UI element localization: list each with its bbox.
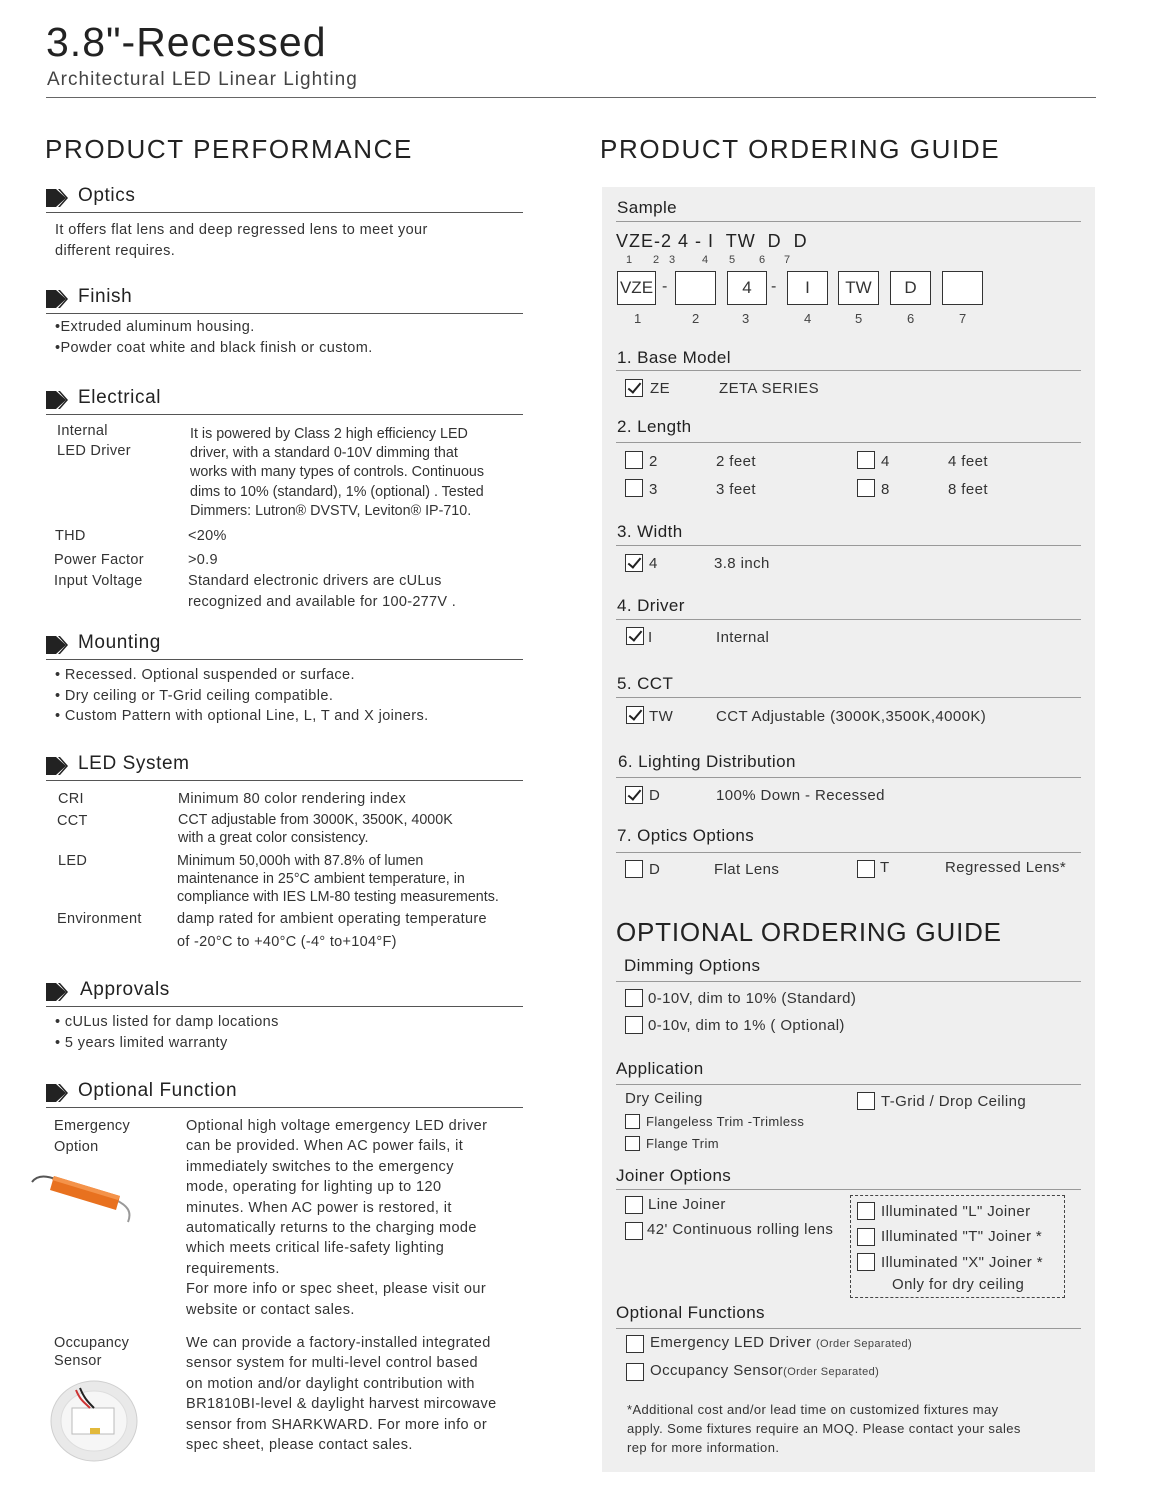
code-num: 2 bbox=[653, 254, 660, 266]
product-performance-heading: PRODUCT PERFORMANCE bbox=[45, 134, 413, 164]
document-title: 3.8"-Recessed bbox=[46, 19, 327, 65]
dry-ceiling-label: Dry Ceiling bbox=[625, 1090, 703, 1107]
emergency-driver-image bbox=[28, 1170, 138, 1228]
approvals-bullet: • 5 years limited warranty bbox=[55, 1035, 228, 1051]
box-num: 4 bbox=[804, 311, 812, 326]
emergency-line: website or contact sales. bbox=[186, 1301, 355, 1318]
flange-trim-label: Flange Trim bbox=[646, 1136, 720, 1151]
cct-line: with a great color consistency. bbox=[178, 830, 369, 846]
option-desc: 4 feet bbox=[948, 453, 988, 470]
option-code: 8 bbox=[881, 481, 890, 498]
divider bbox=[616, 697, 1081, 698]
emergency-line: mode, operating for lighting up to 120 bbox=[186, 1179, 442, 1196]
joiner-option: Illuminated "L" Joiner bbox=[881, 1203, 1031, 1220]
divider bbox=[616, 1084, 1081, 1085]
tgrid-checkbox[interactable] bbox=[857, 1092, 875, 1110]
cct-title: 5. CCT bbox=[617, 674, 674, 693]
optics-options-title: 7. Optics Options bbox=[617, 826, 755, 845]
dimming-1-checkbox[interactable] bbox=[625, 1016, 643, 1034]
led-label: LED bbox=[58, 853, 88, 869]
code-box: I bbox=[787, 271, 828, 305]
option-code: 4 bbox=[881, 453, 890, 470]
header-divider bbox=[46, 97, 1096, 98]
optics-text: It offers flat lens and deep regressed lens to meet your bbox=[55, 222, 428, 238]
input-voltage-value: recognized and available for 100-277V . bbox=[188, 594, 457, 610]
code-num: 3 bbox=[669, 254, 676, 266]
function-label: Occupancy Sensor bbox=[650, 1362, 784, 1379]
width-checkbox[interactable] bbox=[625, 554, 643, 572]
occupancy-description bbox=[186, 1333, 497, 1455]
divider bbox=[616, 777, 1081, 778]
code-num: 6 bbox=[759, 254, 766, 266]
mounting-bullet: • Custom Pattern with optional Line, L, T and X joiners. bbox=[55, 708, 429, 724]
footnote-line: apply. Some fixtures require an MOQ. Please contact your sales bbox=[627, 1421, 1021, 1437]
section-arrow-icon bbox=[46, 391, 68, 409]
section-optics bbox=[46, 183, 523, 213]
order-note: (Order Separated) bbox=[783, 1366, 880, 1378]
box-num: 1 bbox=[634, 311, 642, 326]
finish-bullet: •Powder coat white and black finish or custom. bbox=[55, 340, 373, 356]
option-desc: 8 feet bbox=[948, 481, 988, 498]
occupancy-line: spec sheet, please contact sales. bbox=[186, 1437, 413, 1454]
flangeless-label: Flangeless Trim -Trimless bbox=[646, 1114, 805, 1129]
joiner-x-checkbox[interactable] bbox=[857, 1253, 875, 1271]
option-desc: 2 feet bbox=[716, 453, 756, 470]
flange-trim-checkbox[interactable] bbox=[625, 1136, 640, 1151]
code-num: 7 bbox=[784, 254, 791, 266]
emergency-line: Optional high voltage emergency LED driver bbox=[186, 1118, 488, 1134]
sample-code: VZE-2 4 - I TW D D bbox=[616, 231, 808, 251]
length-2-checkbox[interactable] bbox=[625, 451, 643, 469]
cri-value: Minimum 80 color rendering index bbox=[178, 791, 407, 807]
driver-description bbox=[190, 425, 484, 521]
section-title: Approvals bbox=[80, 979, 170, 1000]
occupancy-sensor-checkbox[interactable] bbox=[626, 1363, 644, 1381]
driver-line: It is powered by Class 2 high efficiency LED bbox=[190, 426, 468, 442]
cct-label: CCT bbox=[57, 813, 88, 829]
section-title: Optics bbox=[78, 185, 136, 206]
divider bbox=[616, 442, 1081, 443]
cri-label: CRI bbox=[58, 791, 84, 807]
footnote-line: *Additional cost and/or lead time on customized fixtures may bbox=[627, 1402, 999, 1417]
option-code: 3 bbox=[649, 481, 658, 498]
section-arrow-icon bbox=[46, 757, 68, 775]
code-separator: - bbox=[662, 278, 668, 295]
emergency-description bbox=[186, 1116, 487, 1320]
code-box: 4 bbox=[727, 271, 767, 305]
joiner-note: Only for dry ceiling bbox=[892, 1276, 1025, 1293]
option-code: D bbox=[649, 787, 661, 804]
section-arrow-icon bbox=[46, 189, 68, 207]
cct-value bbox=[178, 811, 453, 847]
joiner-l-checkbox[interactable] bbox=[857, 1202, 875, 1220]
driver-line: dims to 10% (standard), 1% (optional) . Tested bbox=[190, 483, 484, 500]
driver-line: works with many types of controls. Continuous bbox=[190, 464, 485, 481]
box-num: 7 bbox=[959, 311, 967, 326]
optional-functions-title: Optional Functions bbox=[616, 1303, 765, 1322]
thd-label: THD bbox=[55, 528, 86, 544]
divider bbox=[616, 370, 1081, 371]
regressed-lens-checkbox[interactable] bbox=[857, 860, 875, 878]
optional-ordering-heading: OPTIONAL ORDERING GUIDE bbox=[616, 917, 1002, 947]
footnote-line: rep for more information. bbox=[627, 1440, 780, 1456]
code-box: VZE bbox=[617, 271, 656, 305]
document-subtitle: Architectural LED Linear Lighting bbox=[47, 69, 358, 90]
option-code: 4 bbox=[649, 555, 658, 572]
code-box: D bbox=[890, 271, 931, 305]
code-num: 1 bbox=[626, 254, 633, 266]
section-arrow-icon bbox=[46, 983, 68, 1001]
occupancy-label: Sensor bbox=[54, 1353, 102, 1369]
footnote bbox=[627, 1400, 1021, 1458]
option-code: TW bbox=[649, 708, 674, 725]
section-arrow-icon bbox=[46, 1084, 68, 1102]
driver-title: 4. Driver bbox=[617, 596, 685, 615]
code-num: 4 bbox=[702, 254, 709, 266]
power-factor-value: >0.9 bbox=[188, 552, 218, 568]
driver-label: Internal bbox=[57, 423, 108, 439]
rolling-lens-checkbox[interactable] bbox=[625, 1222, 643, 1240]
base-model-title: 1. Base Model bbox=[617, 348, 731, 367]
input-voltage-value: Standard electronic drivers are cULus bbox=[188, 573, 442, 589]
option-code: D bbox=[649, 861, 661, 878]
emergency-label: Option bbox=[54, 1139, 99, 1155]
power-factor-label: Power Factor bbox=[54, 552, 144, 568]
driver-checkbox[interactable] bbox=[626, 627, 644, 645]
occupancy-line: sensor system for multi-level control based bbox=[186, 1355, 478, 1372]
code-box bbox=[942, 271, 983, 305]
line-joiner-checkbox[interactable] bbox=[625, 1196, 643, 1214]
finish-bullet: •Extruded aluminum housing. bbox=[55, 319, 255, 335]
option-desc: 3.8 inch bbox=[714, 555, 770, 572]
section-led-system bbox=[46, 751, 523, 781]
emergency-line: For more info or spec sheet, please visit our bbox=[186, 1281, 487, 1298]
mounting-bullet: • Dry ceiling or T-Grid ceiling compatible. bbox=[55, 688, 334, 704]
divider bbox=[616, 619, 1081, 620]
emergency-line: immediately switches to the emergency bbox=[186, 1158, 454, 1175]
option-code: T bbox=[880, 859, 890, 876]
dimming-title: Dimming Options bbox=[624, 956, 761, 975]
section-arrow-icon bbox=[46, 636, 68, 654]
option-desc: CCT Adjustable (3000K,3500K,4000K) bbox=[716, 708, 987, 725]
emergency-line: minutes. When AC power is restored, it bbox=[186, 1199, 452, 1216]
joiner-option: Illuminated "X" Joiner * bbox=[881, 1254, 1043, 1271]
length-3-checkbox[interactable] bbox=[625, 479, 643, 497]
dimming-option: 0-10V, dim to 10% (Standard) bbox=[648, 990, 857, 1007]
section-title: Optional Function bbox=[78, 1080, 238, 1101]
driver-label: LED Driver bbox=[57, 443, 131, 459]
emergency-line: can be provided. When AC power fails, it bbox=[186, 1138, 464, 1155]
divider bbox=[616, 852, 1081, 853]
code-box: TW bbox=[838, 271, 879, 305]
section-title: LED System bbox=[78, 753, 190, 774]
divider bbox=[616, 1189, 1081, 1190]
section-title: Mounting bbox=[78, 632, 161, 653]
dimming-10-checkbox[interactable] bbox=[625, 989, 643, 1007]
emergency-line: requirements. bbox=[186, 1260, 280, 1277]
environment-value: of -20°C to +40°C (-4° to+104°F) bbox=[177, 934, 397, 950]
section-approvals bbox=[46, 977, 523, 1007]
section-mounting bbox=[46, 630, 523, 660]
distribution-title: 6. Lighting Distribution bbox=[618, 752, 796, 771]
led-line: compliance with IES LM-80 testing measurements. bbox=[177, 889, 499, 905]
width-title: 3. Width bbox=[617, 522, 683, 541]
function-option bbox=[650, 1334, 912, 1351]
option-code: ZE bbox=[650, 380, 670, 397]
driver-line: driver, with a standard 0-10V dimming that bbox=[190, 445, 458, 462]
environment-value: damp rated for ambient operating temperature bbox=[177, 911, 487, 927]
approvals-bullet: • cULus listed for damp locations bbox=[55, 1014, 279, 1030]
length-4-checkbox[interactable] bbox=[857, 451, 875, 469]
function-label: Emergency LED Driver bbox=[650, 1334, 812, 1351]
option-desc: ZETA SERIES bbox=[719, 380, 819, 397]
option-desc: Regressed Lens* bbox=[945, 859, 1067, 876]
application-title: Application bbox=[616, 1059, 704, 1078]
emergency-line: which meets critical life-safety lighting bbox=[186, 1240, 445, 1257]
tgrid-label: T-Grid / Drop Ceiling bbox=[881, 1093, 1027, 1110]
dimming-option: 0-10v, dim to 1% ( Optional) bbox=[648, 1017, 845, 1034]
box-num: 3 bbox=[742, 311, 750, 326]
divider bbox=[616, 1328, 1081, 1329]
cct-line: CCT adjustable from 3000K, 3500K, 4000K bbox=[178, 812, 453, 828]
joiner-t-checkbox[interactable] bbox=[857, 1228, 875, 1246]
mounting-bullet: • Recessed. Optional suspended or surface. bbox=[55, 667, 355, 683]
option-desc: 100% Down - Recessed bbox=[716, 787, 885, 804]
code-separator: - bbox=[771, 278, 777, 295]
occupancy-line: sensor from SHARKWARD. For more info or bbox=[186, 1416, 488, 1433]
optics-text: different requires. bbox=[55, 243, 176, 259]
thd-value: <20% bbox=[188, 528, 227, 544]
led-line: maintenance in 25°C ambient temperature, in bbox=[177, 871, 465, 887]
environment-label: Environment bbox=[57, 911, 142, 927]
section-title: Finish bbox=[78, 286, 133, 307]
function-option bbox=[650, 1362, 879, 1379]
emergency-label: Emergency bbox=[54, 1118, 131, 1134]
option-desc: Flat Lens bbox=[714, 861, 780, 878]
cct-checkbox[interactable] bbox=[626, 706, 644, 724]
joiner-title: Joiner Options bbox=[616, 1166, 732, 1185]
flangeless-checkbox[interactable] bbox=[625, 1114, 640, 1129]
code-num: 5 bbox=[729, 254, 736, 266]
led-line: Minimum 50,000h with 87.8% of lumen bbox=[177, 853, 424, 869]
emergency-line: automatically returns to the charging mode bbox=[186, 1220, 477, 1237]
occupancy-line: We can provide a factory-installed integrated bbox=[186, 1335, 491, 1351]
input-voltage-label: Input Voltage bbox=[54, 573, 143, 589]
flat-lens-checkbox[interactable] bbox=[625, 860, 643, 878]
order-note: (Order Separated) bbox=[815, 1338, 913, 1350]
product-ordering-heading: PRODUCT ORDERING GUIDE bbox=[600, 134, 1001, 164]
joiner-option: Illuminated "T" Joiner * bbox=[881, 1228, 1043, 1245]
driver-line: Dimmers: Lutron® DVSTV, Leviton® IP-710. bbox=[190, 502, 472, 519]
section-finish bbox=[46, 284, 523, 314]
occupancy-sensor-image bbox=[50, 1380, 140, 1462]
section-arrow-icon bbox=[46, 290, 68, 308]
option-desc: 3 feet bbox=[716, 481, 756, 498]
code-box bbox=[675, 271, 716, 305]
section-electrical bbox=[46, 385, 523, 415]
led-value bbox=[177, 852, 499, 906]
option-code: 2 bbox=[649, 453, 658, 470]
length-title: 2. Length bbox=[617, 417, 692, 436]
box-num: 6 bbox=[907, 311, 915, 326]
occupancy-line: BR1810BI-level & daylight harvest mircowave bbox=[186, 1396, 497, 1413]
emergency-driver-checkbox[interactable] bbox=[626, 1335, 644, 1353]
sample-title: Sample bbox=[617, 198, 678, 217]
joiner-option: 42' Continuous rolling lens bbox=[647, 1221, 834, 1238]
length-8-checkbox[interactable] bbox=[857, 479, 875, 497]
divider bbox=[616, 981, 1081, 982]
divider bbox=[616, 221, 1081, 222]
section-title: Electrical bbox=[78, 387, 162, 408]
occupancy-line: on motion and/or daylight contribution with bbox=[186, 1375, 475, 1392]
box-num: 5 bbox=[855, 311, 863, 326]
base-model-checkbox[interactable] bbox=[625, 379, 643, 397]
occupancy-label: Occupancy bbox=[54, 1335, 130, 1351]
distribution-checkbox[interactable] bbox=[625, 786, 643, 804]
joiner-option: Line Joiner bbox=[648, 1196, 726, 1213]
section-optional-function bbox=[46, 1078, 523, 1108]
option-code: I bbox=[648, 629, 653, 646]
divider bbox=[616, 545, 1081, 546]
option-desc: Internal bbox=[716, 629, 770, 646]
box-num: 2 bbox=[692, 311, 700, 326]
